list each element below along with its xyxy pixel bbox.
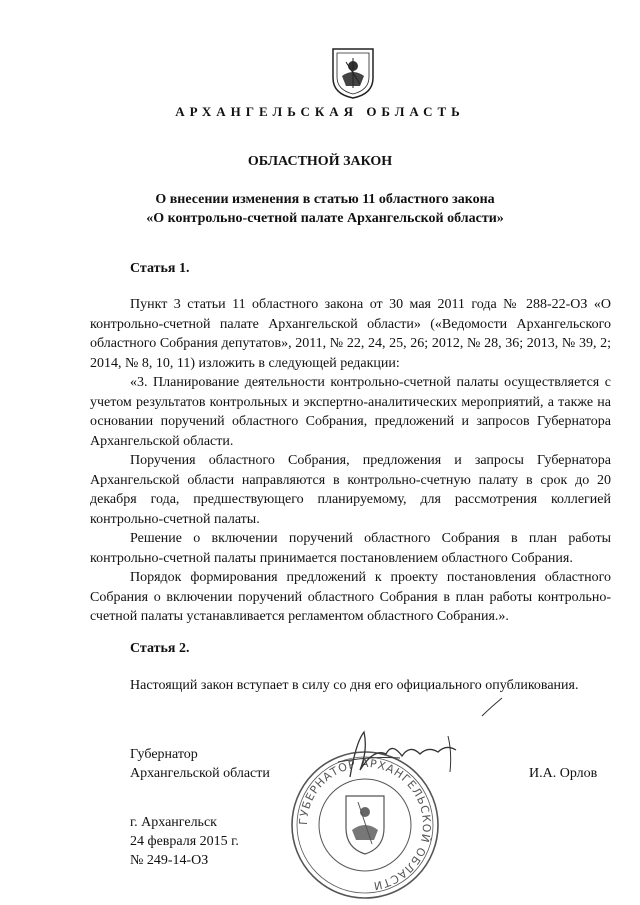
article-1-heading: Статья 1.	[130, 261, 190, 276]
article-1-paragraph: Порядок формирования предложений к проекту постановления областного Собрания о включении поручений областного Собрания в план работы контрольно-счетной палаты устанавливается регламентом областного Собрания.».	[90, 570, 611, 624]
seal-emblem-icon	[346, 796, 384, 854]
footer-block	[130, 813, 239, 870]
article-2-body	[90, 676, 611, 696]
footer-city: г. Архангельск	[130, 815, 217, 830]
law-title-line-2: «О контрольно-счетной палате Архангельской области»	[146, 211, 504, 226]
article-2-heading: Статья 2.	[130, 641, 190, 656]
law-title-line-1: О внесении изменения в статью 11 областного закона	[155, 192, 495, 207]
footer-number: № 249-14-ОЗ	[130, 853, 209, 868]
seal-ring-text: ГУБЕРНАТОР АРХАНГЕЛЬСКОЙ ОБЛАСТИ	[296, 756, 434, 893]
article-1-paragraph: Решение о включении поручений областного Собрания в план работы контрольно-счетной палаты принимается постановлением областного Собрания.	[90, 531, 611, 566]
article-1-body	[90, 295, 611, 627]
handwritten-signature	[330, 722, 480, 782]
article-1-paragraph: «3. Планирование деятельности контрольно-счетной палаты осуществляется с учетом результатов контрольных и экспертно-аналитических мероприятий, а также на основании поручений областного Собрания, предложений и запросов Губернатора Архангельской области.	[90, 375, 611, 449]
article-1-paragraph: Пункт 3 статьи 11 областного закона от 30 мая 2011 года № 288-22-ОЗ «О контрольно-счетной палате Архангельской области» («Ведомости Архангельского областного Собрания депутатов», 2011, № 22, 24, 25, 26; 2012, № 28, 36; 2013, № 39, 2; 2014, № 8, 10, 11) изложить в следующей редакции:	[90, 297, 611, 371]
pen-mark	[480, 696, 504, 718]
article-2-paragraph: Настоящий закон вступает в силу со дня его официального опубликования.	[130, 678, 579, 693]
signer-position-line-2: Архангельской области	[130, 766, 270, 781]
region-name: АРХАНГЕЛЬСКАЯ ОБЛАСТЬ	[175, 104, 465, 119]
law-title	[90, 190, 560, 228]
signer-position-line-1: Губернатор	[130, 747, 198, 762]
article-1-paragraph: Поручения областного Собрания, предложения и запросы Губернатора Архангельской области направляются в контрольно-счетную палату в срок до 20 декабря года, предшествующего планируемому, для рассмотрения коллегией контрольно-счетной палаты.	[90, 453, 611, 527]
footer-date: 24 февраля 2015 г.	[130, 834, 239, 849]
signer-position	[130, 745, 270, 783]
document-type: ОБЛАСТНОЙ ЗАКОН	[247, 154, 393, 169]
coat-of-arms-icon	[330, 46, 376, 100]
signer-name: И.А. Орлов	[529, 766, 598, 781]
